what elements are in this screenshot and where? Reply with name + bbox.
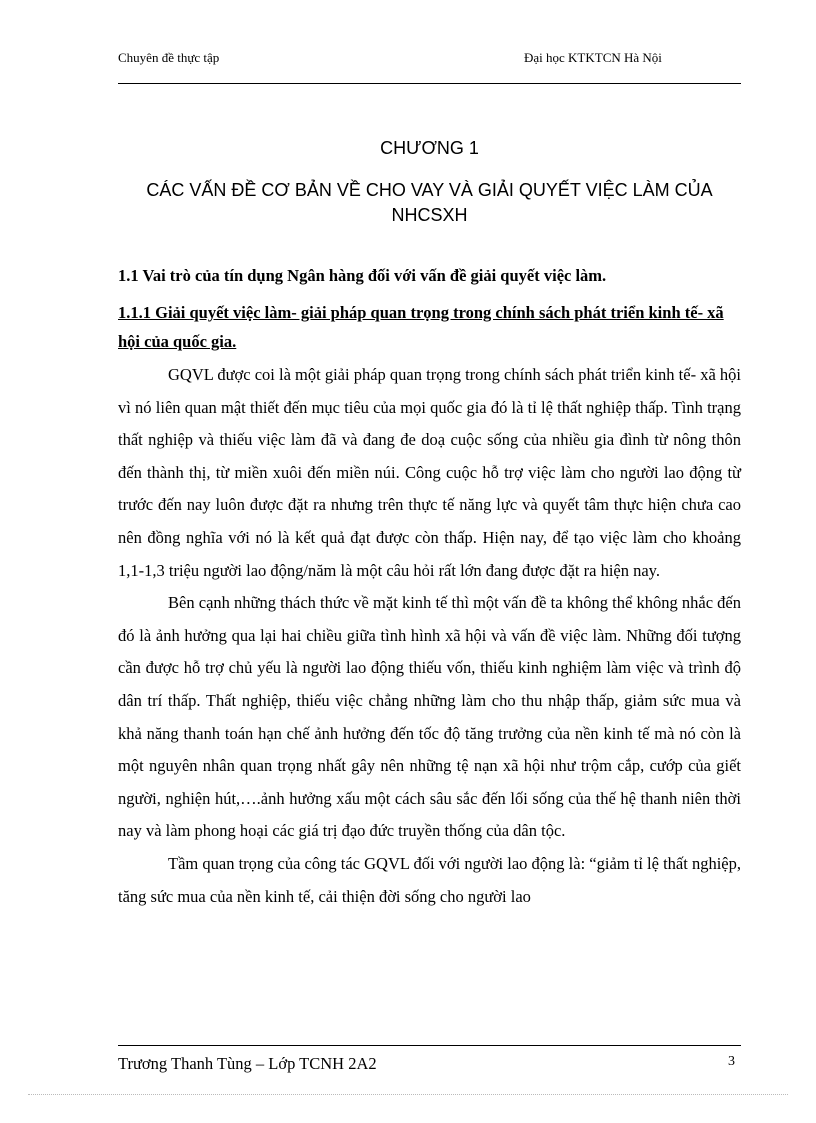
section-heading-1-1-1: 1.1.1 Giải quyết việc làm- giải pháp quan trọng trong chính sách phát triển kinh tế- xã hội của quốc gia. xyxy=(118,303,724,351)
chapter-label: CHƯƠNG 1 xyxy=(380,138,479,158)
footer-author: Trương Thanh Tùng – Lớp TCNH 2A2 xyxy=(118,1054,377,1073)
header-rule xyxy=(118,83,741,84)
paragraph: GQVL được coi là một giải pháp quan trọng trong chính sách phát triển kinh tế- xã hội vì nó liên quan mật thiết đến mục tiêu của mọi quốc gia đó là tỉ lệ thất nghiệp thấp. Tình trạng thất nghiệp và thiếu việc làm đã và đang đe doạ cuộc sống của nhiều gia đình từ nông thôn đến thành thị, từ miền xuôi đến miền núi. Công cuộc hỗ trợ việc làm cho người lao động từ trước đến nay luôn được đặt ra nhưng trên thực tế năng lực và quyết tâm thực hiện chưa cao nên đồng nghĩa với nó là kết quả đạt được còn thấp. Hiện nay, để tạo việc làm cho khoảng 1,1-1,3 triệu người lao động/năm là một câu hỏi rất lớn đang được đặt ra hiện nay. xyxy=(118,365,741,580)
body-text xyxy=(118,359,741,913)
page-bottom-dotted-line xyxy=(28,1094,788,1095)
footer-rule xyxy=(118,1045,741,1046)
page-number: 3 xyxy=(728,1054,735,1069)
header-right: Đại học KTKTCN Hà Nội xyxy=(524,50,662,65)
chapter-title: CÁC VẤN ĐỀ CƠ BẢN VỀ CHO VAY VÀ GIẢI QUYẾT VIỆC LÀM CỦA NHCSXH xyxy=(146,180,713,225)
paragraph: Bên cạnh những thách thức về mặt kinh tế thì một vấn đề ta không thể không nhắc đến đó là ảnh hưởng qua lại hai chiều giữa tình hình xã hội và vấn đề việc làm. Những đối tượng cần được hỗ trợ chủ yếu là người lao động thiếu vốn, thiếu kinh nghiệm làm việc và trình độ dân trí thấp. Thất nghiệp, thiếu việc chẳng những làm cho thu nhập thấp, giảm sức mua và khả năng thanh toán hạn chế ảnh hưởng đến tốc độ tăng trưởng của nền kinh tế mà nó còn là một nguyên nhân quan trọng nhất gây nên những tệ nạn xã hội như trộm cắp, cướp của giết người, nghiện hút,….ảnh hưởng xấu một cách sâu sắc đến lối sống của thế hệ thanh niên thời nay và làm phong hoại các giá trị đạo đức truyền thống của dân tộc. xyxy=(118,593,741,841)
paragraph: Tầm quan trọng của công tác GQVL đối với người lao động là: “giảm tỉ lệ thất nghiệp, tăng sức mua của nền kinh tế, cải thiện đời sống cho người lao xyxy=(118,853,741,906)
section-heading-1-1: 1.1 Vai trò của tín dụng Ngân hàng đối với vấn đề giải quyết việc làm. xyxy=(118,266,607,285)
header-left: Chuyên đề thực tập xyxy=(118,50,220,65)
